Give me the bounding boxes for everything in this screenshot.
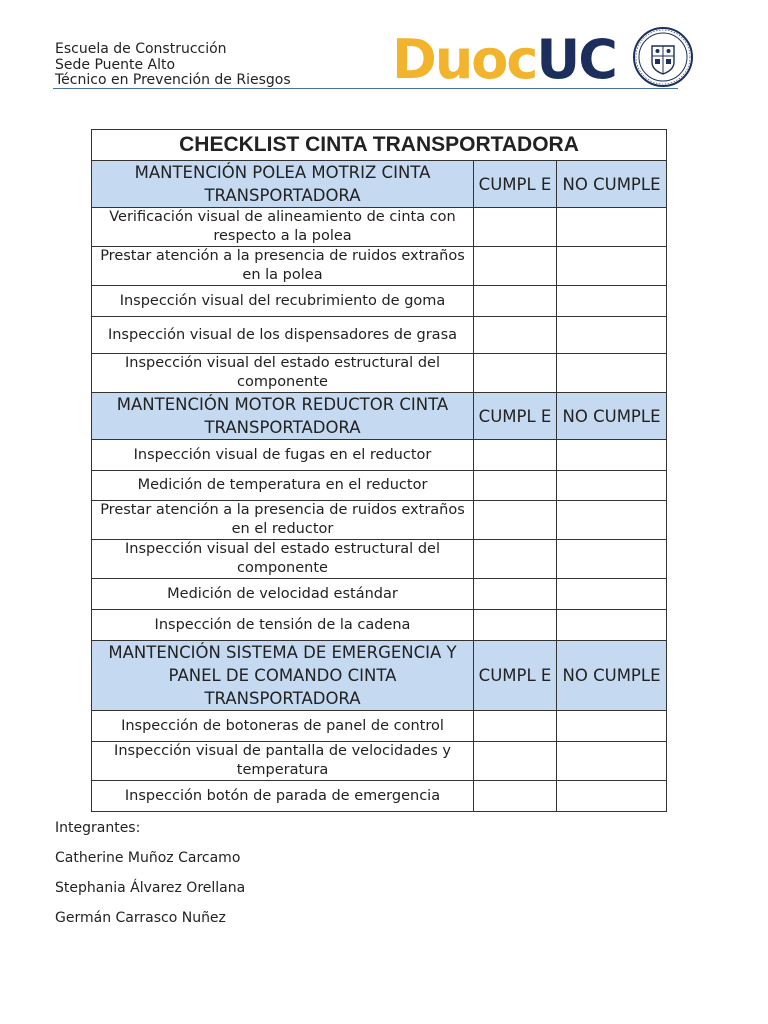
cumple-checkbox-cell[interactable] [474, 781, 557, 812]
cumple-checkbox-cell[interactable] [474, 742, 557, 781]
checklist-item-label: Inspección de botoneras de panel de control [92, 711, 474, 742]
cumple-checkbox-cell[interactable] [474, 501, 557, 540]
no-cumple-checkbox-cell[interactable] [557, 440, 667, 471]
checklist-item-label: Inspección visual de pantalla de velocidades y temperatura [92, 742, 474, 781]
checklist-table [91, 129, 667, 812]
no-cumple-checkbox-cell[interactable] [557, 501, 667, 540]
checklist-item-label: Inspección botón de parada de emergencia [92, 781, 474, 812]
program-name: Técnico en Prevención de Riesgos [55, 72, 291, 88]
checklist-item-row [92, 742, 667, 781]
checklist-item-label: Medición de temperatura en el reductor [92, 471, 474, 501]
section-heading: MANTENCIÓN POLEA MOTRIZ CINTA TRANSPORTADORA [92, 161, 474, 208]
school-name: Escuela de Construcción [55, 41, 227, 57]
cumple-checkbox-cell[interactable] [474, 440, 557, 471]
checklist-item-row [92, 711, 667, 742]
section-heading: MANTENCIÓN MOTOR REDUCTOR CINTA TRANSPORTADORA [92, 393, 474, 440]
checklist-item-label: Inspección visual de los dispensadores de grasa [92, 317, 474, 354]
checklist-item-label: Inspección visual del recubrimiento de goma [92, 286, 474, 317]
no-cumple-checkbox-cell[interactable] [557, 471, 667, 501]
section-header-row [92, 393, 667, 440]
checklist-item-label: Medición de velocidad estándar [92, 579, 474, 610]
cumple-checkbox-cell[interactable] [474, 540, 557, 579]
cumple-checkbox-cell[interactable] [474, 354, 557, 393]
checklist-item-label: Inspección visual de fugas en el reductor [92, 440, 474, 471]
section-heading: MANTENCIÓN SISTEMA DE EMERGENCIA Y PANEL DE COMANDO CINTA TRANSPORTADORA [92, 641, 474, 711]
section-header-row [92, 161, 667, 208]
no-cumple-checkbox-cell[interactable] [557, 354, 667, 393]
checklist-item-row [92, 540, 667, 579]
cumple-column-header: CUMPL E [474, 393, 557, 440]
checklist-title: CHECKLIST CINTA TRANSPORTADORA [92, 130, 667, 161]
checklist-item-row [92, 247, 667, 286]
cumple-checkbox-cell[interactable] [474, 711, 557, 742]
cumple-column-header: CUMPL E [474, 641, 557, 711]
no-cumple-checkbox-cell[interactable] [557, 208, 667, 247]
no-cumple-checkbox-cell[interactable] [557, 610, 667, 641]
cumple-checkbox-cell[interactable] [474, 317, 557, 354]
members-label: Integrantes: [55, 820, 141, 836]
cumple-checkbox-cell[interactable] [474, 286, 557, 317]
checklist-item-label: Prestar atención a la presencia de ruidos extraños en el reductor [92, 501, 474, 540]
no-cumple-checkbox-cell[interactable] [557, 247, 667, 286]
cumple-checkbox-cell[interactable] [474, 610, 557, 641]
cumple-checkbox-cell[interactable] [474, 471, 557, 501]
checklist-item-row [92, 579, 667, 610]
logo-uc-text: UC [536, 28, 616, 91]
member-name: Stephania Álvarez Orellana [55, 880, 246, 896]
checklist-item-row [92, 610, 667, 641]
checklist-item-label: Inspección visual del estado estructural del componente [92, 354, 474, 393]
institution-header [55, 42, 291, 89]
logo-duoc-text: Duoc [392, 28, 537, 91]
checklist-item-row [92, 440, 667, 471]
no-cumple-column-header: NO CUMPLE [557, 161, 667, 208]
no-cumple-column-header: NO CUMPLE [557, 641, 667, 711]
checklist-item-label: Verificación visual de alineamiento de cinta con respecto a la polea [92, 208, 474, 247]
checklist-item-row [92, 781, 667, 812]
checklist-item-row [92, 208, 667, 247]
cumple-checkbox-cell[interactable] [474, 579, 557, 610]
checklist-item-row [92, 501, 667, 540]
checklist-item-row [92, 317, 667, 354]
member-name: Germán Carrasco Nuñez [55, 910, 226, 926]
cumple-column-header: CUMPL E [474, 161, 557, 208]
university-seal-icon [632, 26, 694, 88]
no-cumple-checkbox-cell[interactable] [557, 286, 667, 317]
section-header-row [92, 641, 667, 711]
no-cumple-checkbox-cell[interactable] [557, 742, 667, 781]
checklist-item-row [92, 354, 667, 393]
no-cumple-checkbox-cell[interactable] [557, 579, 667, 610]
no-cumple-checkbox-cell[interactable] [557, 540, 667, 579]
members-section [55, 820, 245, 940]
cumple-checkbox-cell[interactable] [474, 247, 557, 286]
member-name: Catherine Muñoz Carcamo [55, 850, 241, 866]
checklist-item-label: Prestar atención a la presencia de ruidos extraños en la polea [92, 247, 474, 286]
checklist-item-label: Inspección de tensión de la cadena [92, 610, 474, 641]
no-cumple-column-header: NO CUMPLE [557, 393, 667, 440]
no-cumple-checkbox-cell[interactable] [557, 317, 667, 354]
checklist-item-label: Inspección visual del estado estructural del componente [92, 540, 474, 579]
title-row [92, 130, 667, 161]
no-cumple-checkbox-cell[interactable] [557, 711, 667, 742]
checklist-item-row [92, 471, 667, 501]
checklist-item-row [92, 286, 667, 317]
campus-name: Sede Puente Alto [55, 56, 176, 73]
no-cumple-checkbox-cell[interactable] [557, 781, 667, 812]
duoc-uc-logo [392, 26, 692, 94]
cumple-checkbox-cell[interactable] [474, 208, 557, 247]
